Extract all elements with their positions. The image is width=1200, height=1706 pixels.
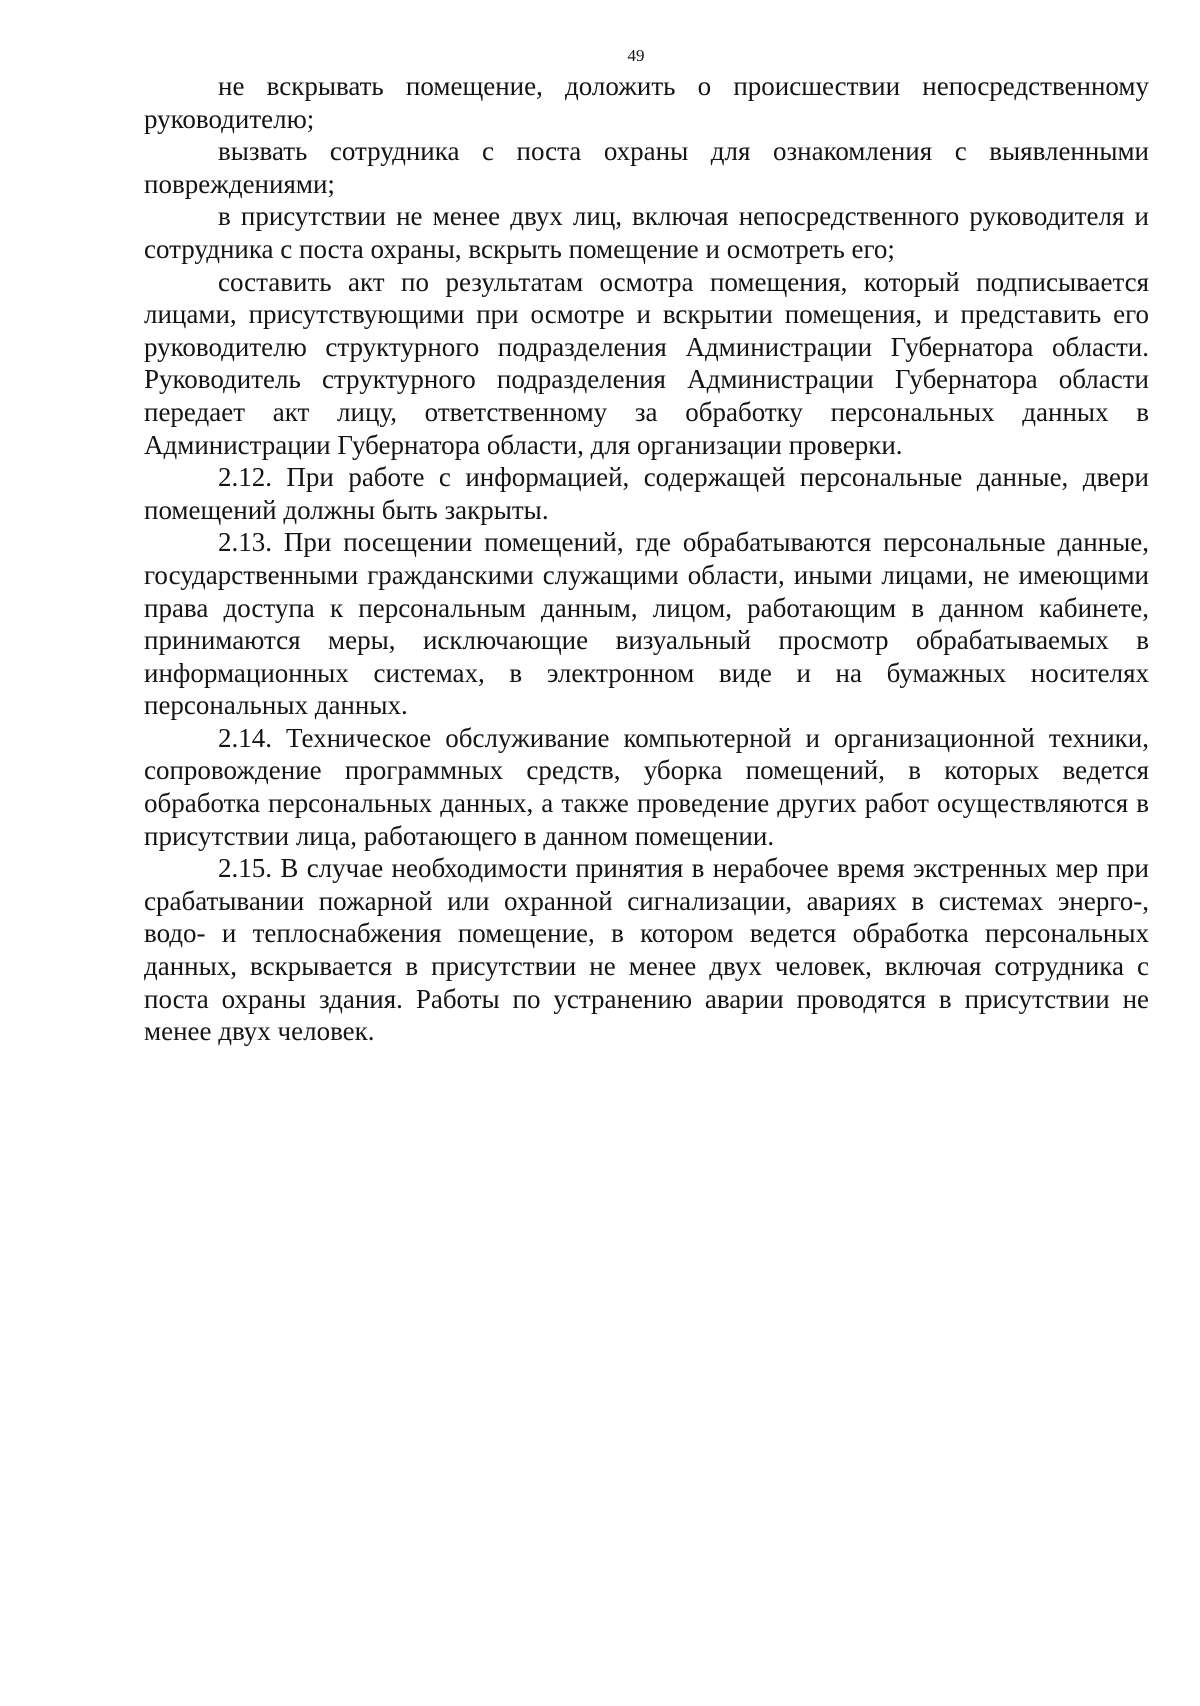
- paragraph-2-14: 2.14. Техническое обслуживание компьютерной и организационной техники, сопровождение программных средств, уборка помещений, в которых ведется обработка персональных данных, а также проведение других работ осуществляются в присутствии лица, работающего в данном помещении.: [144, 722, 1149, 851]
- page-number: 49: [627, 46, 645, 65]
- paragraph-item-inspection-act: составить акт по результатам осмотра помещения, который подписывается лицами, присутствующими при осмотре и вскрытии помещения, и представить его руководителю структурного подразделения Администрации Губернатора области. Руководитель структурного подразделения Администрации Губернатора области передает акт лицу, ответственному за обработку персональных данных в Администрации Губернатора области, для организации проверки.: [144, 266, 1149, 460]
- paragraph-2-13: 2.13. При посещении помещений, где обрабатываются персональные данные, государственными гражданскими служащими области, иными лицами, не имеющими права доступа к персональным данным, лицом, работающим в данном кабинете, принимаются меры, исключающие визуальный просмотр обрабатываемых в информационных системах, в электронном виде и на бумажных носителях персональных данных.: [144, 527, 1149, 721]
- paragraph-item-call-guard: вызвать сотрудника с поста охраны для ознакомления с выявленными повреждениями;: [144, 136, 1149, 199]
- paragraph-2-15: 2.15. В случае необходимости принятия в нерабочее время экстренных мер при срабатывании пожарной или охранной сигнализации, авариях в системах энерго-, водо- и теплоснабжения помещение, в котором ведется обработка персональных данных, вскрывается в присутствии не менее двух человек, включая сотрудника с поста охраны здания. Работы по устранению аварии проводятся в присутствии не менее двух человек.: [144, 853, 1149, 1047]
- paragraph-item-do-not-open: не вскрывать помещение, доложить о происшествии непосредственному руководителю;: [144, 71, 1149, 134]
- paragraph-2-12: 2.12. При работе с информацией, содержащей персональные данные, двери помещений должны быть закрыты.: [144, 462, 1149, 525]
- paragraph-item-open-with-witnesses: в присутствии не менее двух лиц, включая непосредственного руководителя и сотрудника с поста охраны, вскрыть помещение и осмотреть его;: [144, 201, 1149, 264]
- document-body: [144, 70, 1149, 1048]
